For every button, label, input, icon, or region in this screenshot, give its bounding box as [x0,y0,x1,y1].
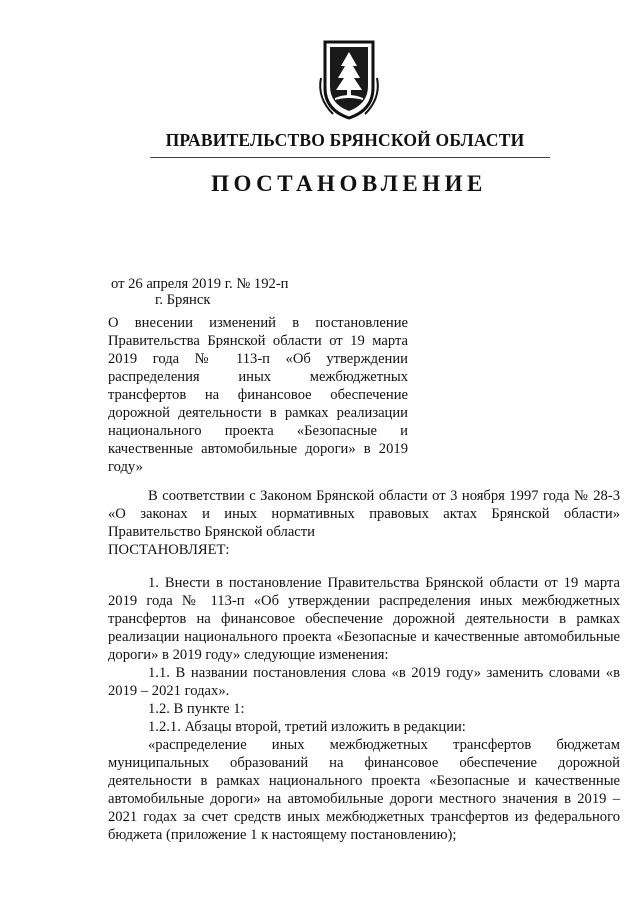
date-number-line: от 26 апреля 2019 г. № 192-п [111,276,289,292]
quoted-paragraph: «распределение иных межбюджетных трансфертов бюджетам муниципальных образований на финансовое обеспечение дорожной деятельности в рамках национального проекта «Безопасные и качественные автомобильные дороги» на автомобильные дороги местного значения в 2019 – 2021 годах за счет средств иных межбюджетных трансфертов из федерального бюджета (приложение 1 к настоящему постановлению); [108,737,620,843]
point-1-1: 1.1. В названии постановления слова «в 2019 году» заменить словами «в 2019 – 2021 годах». [108,665,620,699]
preamble [108,487,620,559]
document-subject: О внесении изменений в постановление Правительства Брянской области от 19 марта 2019 года № 113-п «Об утверждении распределения иных межбюджетных трансфертов на финансовое обеспечение дорожной деятельности в рамках реализации национального проекта «Безопасные и качественные автомобильные дороги» в 2019 году» [108,315,408,475]
header-divider [150,157,550,158]
government-title: ПРАВИТЕЛЬСТВО БРЯНСКОЙ ОБЛАСТИ [165,130,525,150]
preamble-text: В соответствии с Законом Брянской области от 3 ноября 1997 года № 28-3 «О законах и иных нормативных правовых актах Брянской области» Правительство Брянской области [108,488,620,540]
decree-word: ПОСТАНОВЛЯЕТ: [108,542,230,558]
point-1-2: 1.2. В пункте 1: [148,701,245,717]
document-type-title: ПОСТАНОВЛЕНИЕ [211,171,487,196]
city-line: г. Брянск [155,292,211,308]
point-1-2-1: 1.2.1. Абзацы второй, третий изложить в редакции: [148,719,466,735]
coat-of-arms-icon [315,38,383,122]
decree-points [108,574,620,844]
point-1: 1. Внести в постановление Правительства Брянской области от 19 марта 2019 года № 113-п «Об утверждении распределения иных межбюджетных трансфертов на финансовое обеспечение дорожной деятельности в рамках реализации национального проекта «Безопасные и качественные автомобильные дороги» в 2019 году» следующие изменения: [108,575,620,663]
